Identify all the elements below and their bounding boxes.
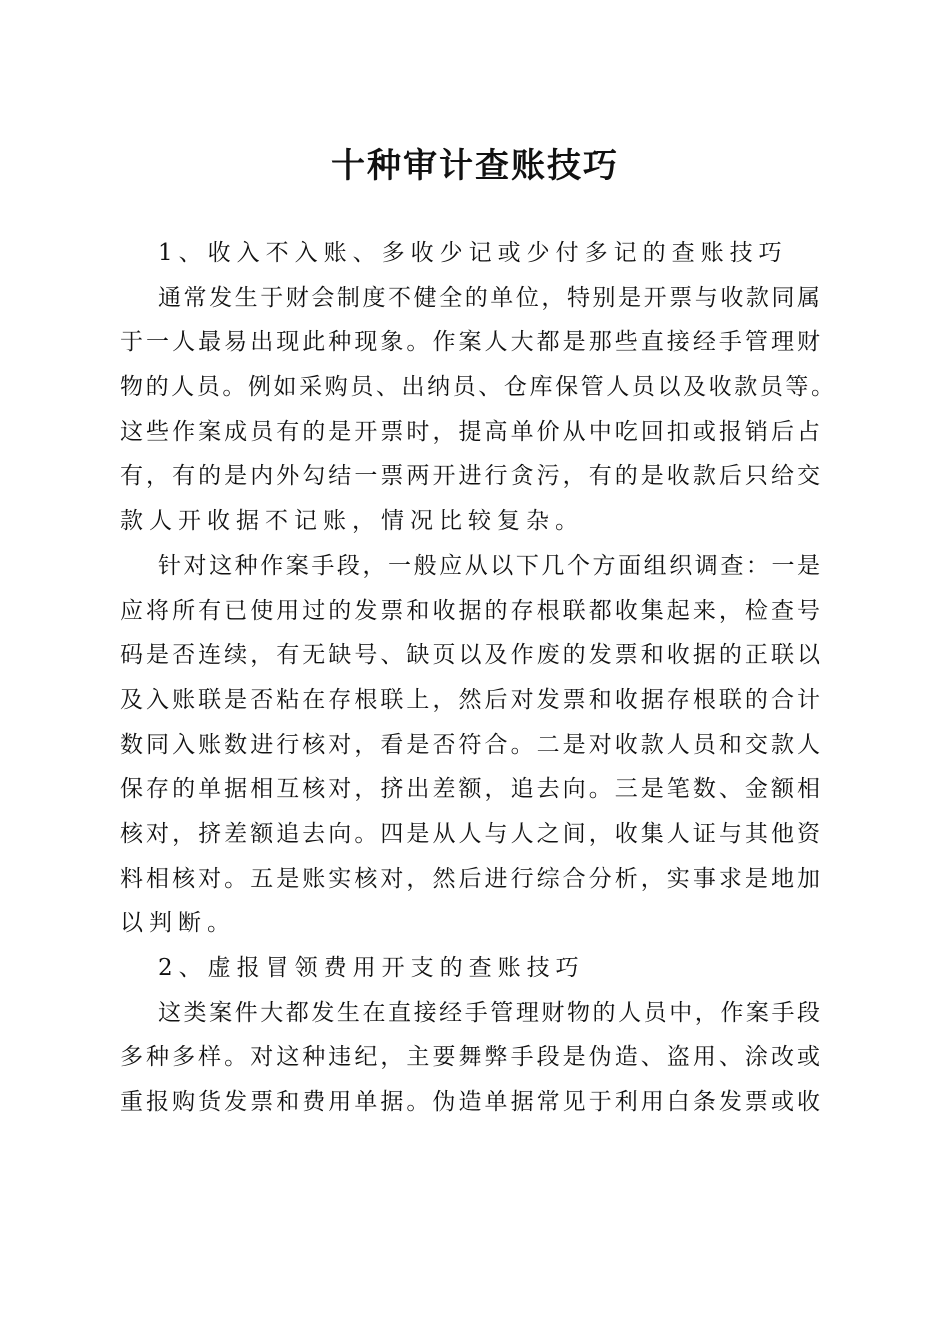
text-line: 物的人员。例如采购员、出纳员、仓库保管人员以及收款员等。	[120, 374, 836, 401]
text-line: 重报购货发票和费用单据。伪造单据常见于利用白条发票或收	[120, 1089, 822, 1116]
text-line: 有，有的是内外勾结一票两开进行贪污，有的是收款后只给交	[120, 463, 822, 490]
section-heading: 1、收入不入账、多收少记或少付多记的查账技巧	[158, 240, 788, 266]
text-line: 于一人最易出现此种现象。作案人大都是那些直接经手管理财	[120, 329, 822, 356]
section-heading: 2、虚报冒领费用开支的查账技巧	[158, 955, 585, 981]
heading-2	[120, 951, 822, 996]
paragraph-3	[120, 996, 822, 1130]
paragraph-1	[120, 281, 836, 549]
text-line: 料相核对。五是账实核对，然后进行综合分析，实事求是地加	[120, 865, 822, 892]
text-line: 保存的单据相互核对，挤出差额，追去向。三是笔数、金额相	[120, 776, 822, 803]
document-body	[120, 236, 836, 1130]
heading-1	[120, 236, 822, 281]
text-line: 应将所有已使用过的发票和收据的存根联都收集起来，检查号	[120, 597, 822, 624]
text-line: 及入账联是否粘在存根联上，然后对发票和收据存根联的合计	[120, 686, 822, 713]
text-line: 款人开收据不记账，情况比较复杂。	[120, 508, 584, 535]
text-line: 数同入账数进行核对，看是否符合。二是对收款人员和交款人	[120, 731, 822, 758]
text-line: 多种多样。对这种违纪，主要舞弊手段是伪造、盗用、涂改或	[120, 1044, 822, 1071]
text-line: 码是否连续，有无缺号、缺页以及作废的发票和收据的正联以	[120, 642, 822, 669]
text-line: 这些作案成员有的是开票时，提高单价从中吃回扣或报销后占	[120, 418, 822, 445]
text-line: 这类案件大都发生在直接经手管理财物的人员中，作案手段	[158, 999, 822, 1026]
text-line: 核对，挤差额追去向。四是从人与人之间，收集人证与其他资	[120, 820, 822, 847]
text-line: 针对这种作案手段，一般应从以下几个方面组织调查：一是	[158, 552, 822, 579]
text-line: 以判断。	[120, 910, 236, 937]
text-line: 通常发生于财会制度不健全的单位，特别是开票与收款同属	[158, 284, 822, 311]
paragraph-2	[120, 549, 822, 951]
document-title: 十种审计查账技巧	[331, 146, 619, 186]
